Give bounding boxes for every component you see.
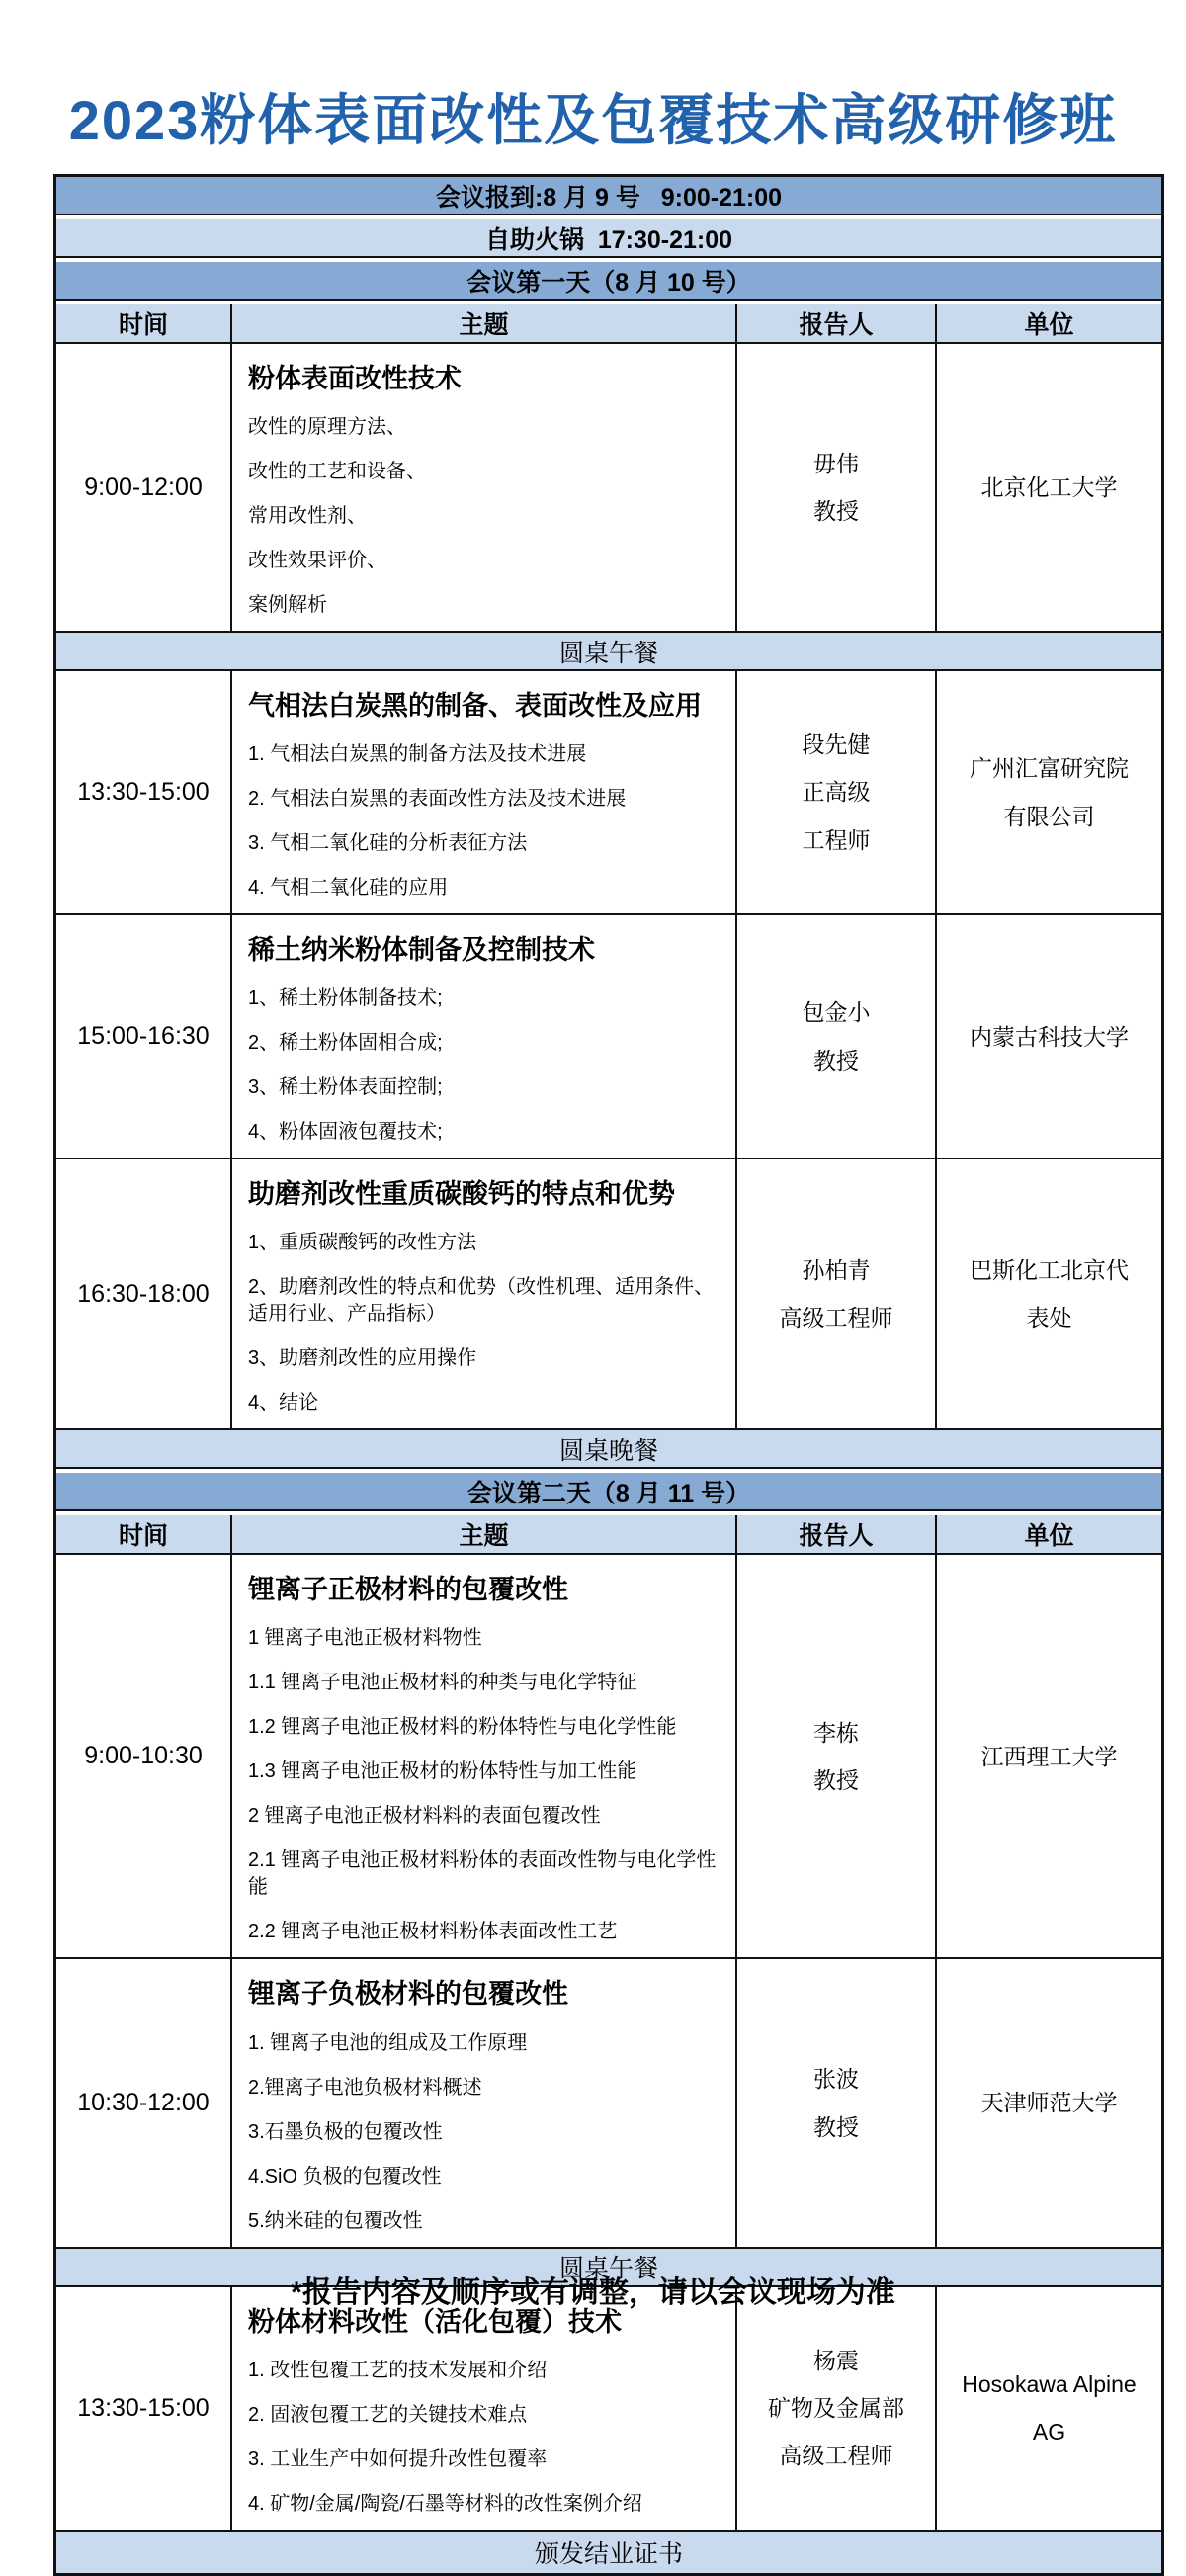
- session-unit: [935, 1159, 1161, 1428]
- speaker-line: 正高级: [802, 779, 871, 806]
- session-topic: [230, 1159, 735, 1428]
- topic-bullet: 改性的原理方法、: [248, 416, 406, 439]
- session-time: 16:30-18:00: [77, 1279, 210, 1308]
- session-unit: [935, 2287, 1161, 2530]
- session-topic: [230, 1959, 735, 2246]
- session-unit: [935, 344, 1161, 631]
- topic-bullet: 常用改性剂、: [248, 505, 367, 528]
- footnote: *报告内容及顺序或有调整，请以会议现场为准: [291, 2276, 895, 2309]
- speaker-line: 工程师: [802, 826, 871, 853]
- session-speaker: [735, 344, 935, 631]
- topic-bullet: 3.石墨负极的包覆改性: [248, 2120, 443, 2143]
- speaker-line: 包金小: [802, 999, 871, 1026]
- session-topic: [230, 2287, 735, 2530]
- topic-bullet: 1、重质碳酸钙的改性方法: [248, 1232, 477, 1254]
- topic-bullet: 改性的工艺和设备、: [248, 461, 426, 483]
- col-time: 时间: [56, 1515, 230, 1553]
- column-header-row-day2: [56, 1509, 1161, 1553]
- topic-bullet: 2.2 锂离子电池正极材料粉体表面改性工艺: [248, 1921, 618, 1943]
- topic-bullet: 2.1 锂离子电池正极材料粉体的表面改性物与电化学性能: [248, 1849, 717, 1899]
- topic-title: 粉体表面改性技术: [248, 364, 462, 393]
- session-speaker: [735, 1555, 935, 1957]
- banner-certificate: [56, 2530, 1161, 2573]
- speaker-line: 段先健: [802, 731, 871, 758]
- session-time: 9:00-12:00: [84, 472, 203, 501]
- topic-title: 稀土纳米粉体制备及控制技术: [248, 935, 595, 966]
- topic-bullet: 5.纳米硅的包覆改性: [248, 2209, 423, 2232]
- session-time: 15:00-16:30: [77, 1022, 210, 1051]
- topic-bullet: 1、稀土粉体制备技术;: [248, 987, 443, 1010]
- topic-bullet: 3. 工业生产中如何提升改性包覆率: [248, 2447, 548, 2470]
- day2-label: 会议第二天（8 月 11 号）: [56, 1473, 1161, 1509]
- topic-title: 锂离子负极材料的包覆改性: [248, 1979, 568, 2010]
- col-topic: 主题: [230, 1515, 735, 1553]
- session-unit: [935, 1959, 1161, 2246]
- col-speaker: 报告人: [735, 1515, 935, 1553]
- session-row: [56, 1158, 1161, 1428]
- page-title: 2023粉体表面改性及包覆技术高级研修班: [68, 89, 1118, 151]
- banner-registration: [56, 177, 1161, 214]
- session-topic: [230, 671, 735, 913]
- session-row: [56, 2285, 1161, 2530]
- session-row: [56, 669, 1161, 913]
- session-row: [56, 1553, 1161, 1957]
- banner-dinner: [56, 1428, 1161, 1467]
- topic-bullet: 4、结论: [248, 1392, 319, 1415]
- topic-bullet: 4、粉体固液包覆技术;: [248, 1121, 443, 1144]
- session-topic: [230, 915, 735, 1158]
- speaker-line: 孙柏青: [802, 1257, 871, 1284]
- session-time: 10:30-12:00: [77, 2089, 210, 2117]
- topic-bullet: 1.1 锂离子电池正极材料的种类与电化学特征: [248, 1672, 637, 1694]
- col-unit: 单位: [935, 1515, 1161, 1553]
- topic-bullet: 2、助磨剂改性的特点和优势（改性机理、适用条件、适用行业、产品指标）: [248, 1276, 715, 1326]
- session-speaker: [735, 915, 935, 1158]
- session-speaker: [735, 1159, 935, 1428]
- unit-line: 表处: [1026, 1305, 1072, 1331]
- session-speaker: [735, 671, 935, 913]
- topic-title: 锂离子正极材料的包覆改性: [248, 1575, 568, 1605]
- unit-line: 内蒙古科技大学: [970, 1023, 1129, 1050]
- col-speaker: 报告人: [735, 304, 935, 342]
- session-time: 13:30-15:00: [77, 2393, 210, 2422]
- topic-bullet: 2. 气相法白炭黑的表面改性方法及技术进展: [248, 788, 627, 811]
- speaker-line: 高级工程师: [779, 1305, 893, 1331]
- topic-bullet: 4.SiO 负极的包覆改性: [248, 2165, 442, 2188]
- topic-bullet: 2. 固液包覆工艺的关键技术难点: [248, 2403, 528, 2426]
- banner-day2: [56, 1467, 1161, 1509]
- session-unit: [935, 1555, 1161, 1957]
- topic-bullet: 3、稀土粉体表面控制;: [248, 1076, 443, 1099]
- session-speaker: [735, 1959, 935, 2246]
- session-unit: [935, 915, 1161, 1158]
- banner-lunch-day1: [56, 631, 1161, 669]
- session-row: [56, 1957, 1161, 2246]
- column-header-row-day1: [56, 299, 1161, 342]
- col-unit: 单位: [935, 304, 1161, 342]
- banner-day1: [56, 256, 1161, 299]
- speaker-line: 杨震: [813, 2347, 859, 2373]
- speaker-line: 张波: [813, 2066, 859, 2093]
- unit-line: 广州汇富研究院: [970, 755, 1129, 782]
- session-speaker: [735, 2287, 935, 2530]
- unit-line: 有限公司: [1003, 803, 1095, 829]
- topic-bullet: 2 锂离子电池正极材料料的表面包覆改性: [248, 1805, 601, 1828]
- unit-line: 北京化工大学: [980, 473, 1118, 500]
- topic-bullet: 2、稀土粉体固相合成;: [248, 1032, 443, 1055]
- topic-title: 气相法白炭黑的制备、表面改性及应用: [248, 691, 702, 722]
- unit-line: AG: [1032, 2419, 1066, 2446]
- col-topic: 主题: [230, 304, 735, 342]
- topic-bullet: 1. 锂离子电池的组成及工作原理: [248, 2031, 528, 2054]
- topic-bullet: 4. 气相二氧化硅的应用: [248, 877, 449, 900]
- session-topic: [230, 1555, 735, 1957]
- certificate-label: 颁发结业证书: [56, 2532, 1161, 2573]
- speaker-line: 教授: [813, 2113, 859, 2140]
- topic-bullet: 1 锂离子电池正极材料物性: [248, 1627, 482, 1650]
- topic-bullet: 2.锂离子电池负极材料概述: [248, 2076, 482, 2099]
- topic-bullet: 1.3 锂离子电池正极材的粉体特性与加工性能: [248, 1760, 637, 1783]
- topic-bullet: 4. 矿物/金属/陶瓷/石墨等材料的改性案例介绍: [248, 2492, 642, 2515]
- session-time: 13:30-15:00: [77, 778, 210, 807]
- topic-bullet: 改性效果评价、: [248, 550, 386, 572]
- topic-bullet: 3. 气相二氧化硅的分析表征方法: [248, 832, 528, 855]
- speaker-line: 高级工程师: [779, 2443, 893, 2469]
- day1-label: 会议第一天（8 月 10 号）: [56, 262, 1161, 299]
- hotpot-label: 自助火锅 17:30-21:00: [56, 219, 1161, 256]
- topic-bullet: 1. 改性包覆工艺的技术发展和介绍: [248, 2359, 548, 2381]
- col-time: 时间: [56, 304, 230, 342]
- speaker-line: 毋伟: [813, 450, 859, 476]
- session-time: 9:00-10:30: [84, 1742, 203, 1770]
- speaker-line: 矿物及金属部: [768, 2394, 904, 2421]
- topic-bullet: 3、助磨剂改性的应用操作: [248, 1347, 477, 1370]
- dinner-label: 圆桌晚餐: [56, 1430, 1161, 1467]
- session-unit: [935, 671, 1161, 913]
- lunch-label: 圆桌午餐: [56, 633, 1161, 669]
- registration-label: 会议报到:8 月 9 号 9:00-21:00: [56, 177, 1161, 214]
- speaker-line: 教授: [813, 1047, 859, 1073]
- topic-bullet: 1. 气相法白炭黑的制备方法及技术进展: [248, 743, 587, 766]
- session-row: [56, 913, 1161, 1158]
- topic-bullet: 1.2 锂离子电池正极材料的粉体特性与电化学性能: [248, 1716, 677, 1739]
- unit-line: 江西理工大学: [980, 1743, 1118, 1769]
- unit-line: 天津师范大学: [980, 2090, 1118, 2116]
- topic-title: 粉体材料改性（活化包覆）技术: [248, 2306, 622, 2337]
- speaker-line: 教授: [813, 498, 859, 525]
- schedule-table: [53, 174, 1164, 2576]
- topic-bullet: 案例解析: [248, 594, 327, 617]
- speaker-line: 教授: [813, 1766, 859, 1793]
- lunch-label: 圆桌午餐: [56, 2249, 1161, 2285]
- speaker-line: 李栋: [813, 1719, 859, 1746]
- topic-title: 助磨剂改性重质碳酸钙的特点和优势: [248, 1179, 675, 1210]
- unit-line: 巴斯化工北京代: [970, 1257, 1129, 1284]
- unit-line: Hosokawa Alpine: [962, 2370, 1137, 2397]
- session-topic: [230, 344, 735, 631]
- session-row: [56, 342, 1161, 631]
- banner-hotpot: [56, 214, 1161, 256]
